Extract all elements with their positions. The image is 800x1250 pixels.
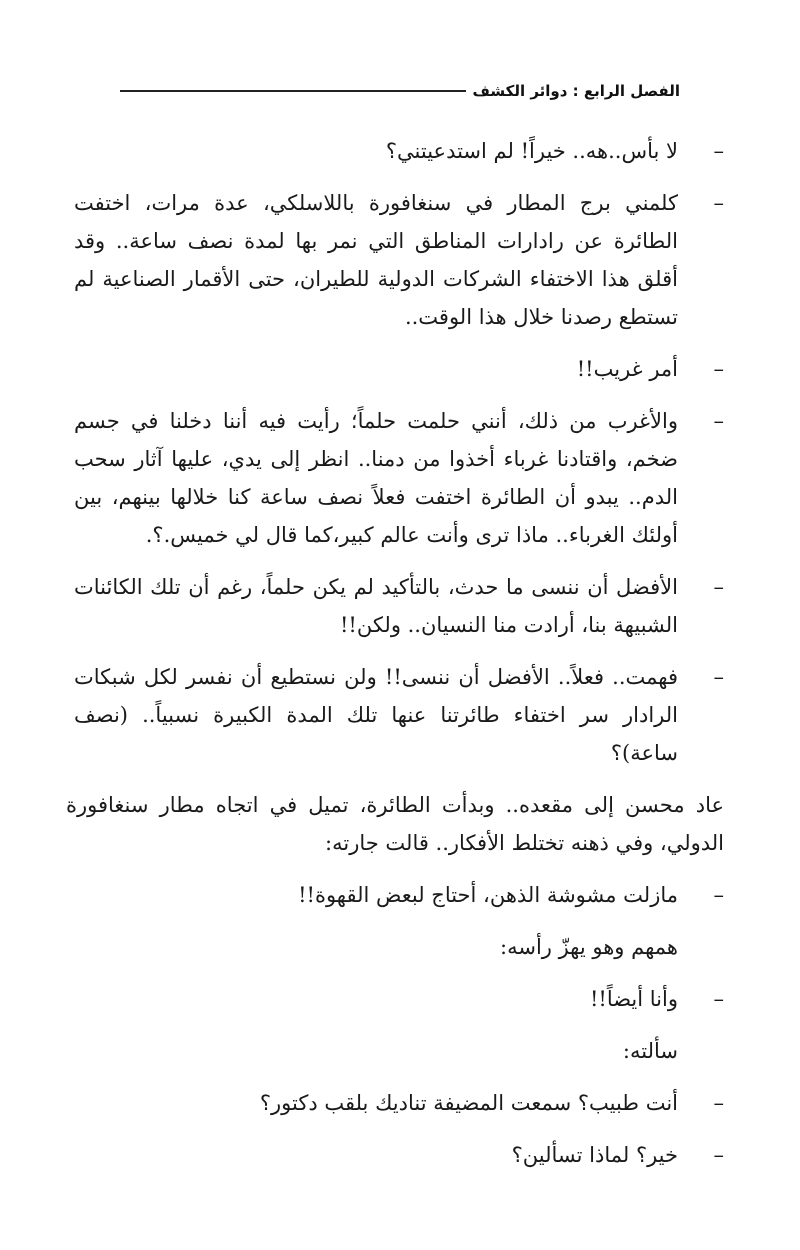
dialogue-dash: – <box>713 139 724 163</box>
dialogue-dash: – <box>713 1091 724 1115</box>
dialogue-text: فهمت.. فعلاً.. الأفضل أن ننسى!! ولن نستطيع أن نفسر لكل شبكات الرادار سر اختفاء طائرتنا عنها تلك المدة الكبيرة نسبياً.. (نصف ساعة)؟ <box>74 665 678 765</box>
dialogue-text: أمر غريب!! <box>576 357 678 381</box>
dialogue-dash: – <box>713 357 724 381</box>
dialogue-dash: – <box>713 1143 724 1167</box>
dialogue-text: خير؟ لماذا تسألين؟ <box>511 1143 678 1167</box>
running-header <box>120 78 680 104</box>
dialogue-text: مازلت مشوشة الذهن، أحتاج لبعض القهوة!! <box>298 883 678 907</box>
dialogue-line <box>74 350 724 388</box>
dialogue-line <box>74 980 724 1018</box>
dialogue-text: الأفضل أن ننسى ما حدث، بالتأكيد لم يكن حلماً، رغم أن تلك الكائنات الشبيهة بنا، أرادت منا النسيان.. ولكن!! <box>74 575 678 637</box>
dialogue-text: أنت طبيب؟ سمعت المضيفة تناديك بلقب دكتور؟ <box>259 1091 678 1115</box>
dialogue-dash: – <box>713 191 724 215</box>
dialogue-line <box>74 1084 724 1122</box>
dialogue-line <box>74 658 724 772</box>
dialogue-text: والأغرب من ذلك، أنني حلمت حلماً؛ رأيت فيه أننا دخلنا في جسم ضخم، واقتادنا غرباء أخذوا من دمنا.. انظر إلى يدي، عليها آثار سحب الدم.. يبدو أن الطائرة اختفت فعلاً نصف ساعة كنا خلالها بينهم، بين أولئك الغرباء.. ماذا ترى وأنت عالم كبير،كما قال لي خميس.؟. <box>74 409 678 547</box>
page-body <box>66 132 725 1188</box>
narration-line: سألته: <box>622 1039 678 1063</box>
chapter-title: الفصل الرابع : دوائر الكشف <box>472 82 680 100</box>
dialogue-text: لا بأس..هه.. خيراً! لم استدعيتني؟ <box>385 139 678 163</box>
dialogue-dash: – <box>713 883 724 907</box>
dialogue-text: كلمني برج المطار في سنغافورة باللاسلكي، عدة مرات، اختفت الطائرة عن رادارات المناطق التي نمر بها لمدة نصف ساعة.. وقد أقلق هذا الاختفاء الشركات الدولية للطيران، حتى الأقمار الصناعية لم تستطع رصدنا خلال هذا الوقت.. <box>74 191 678 329</box>
narration-line: همهم وهو يهزّ رأسه: <box>500 935 678 959</box>
dialogue-dash: – <box>713 575 724 599</box>
dialogue-line <box>74 402 724 554</box>
dialogue-text: وأنا أيضاً!! <box>589 987 678 1011</box>
dialogue-line <box>74 132 724 170</box>
dialogue-dash: – <box>713 409 724 433</box>
dialogue-dash: – <box>713 987 724 1011</box>
dialogue-dash: – <box>713 665 724 689</box>
narration-paragraph: عاد محسن إلى مقعده.. وبدأت الطائرة، تميل في اتجاه مطار سنغافورة الدولي، وفي ذهنه تختلط الأفكار.. قالت جارته: <box>66 793 725 855</box>
dialogue-line <box>74 876 724 914</box>
dialogue-line <box>74 568 724 644</box>
header-rule <box>120 90 466 92</box>
dialogue-line <box>74 184 724 336</box>
dialogue-line <box>74 1136 724 1174</box>
